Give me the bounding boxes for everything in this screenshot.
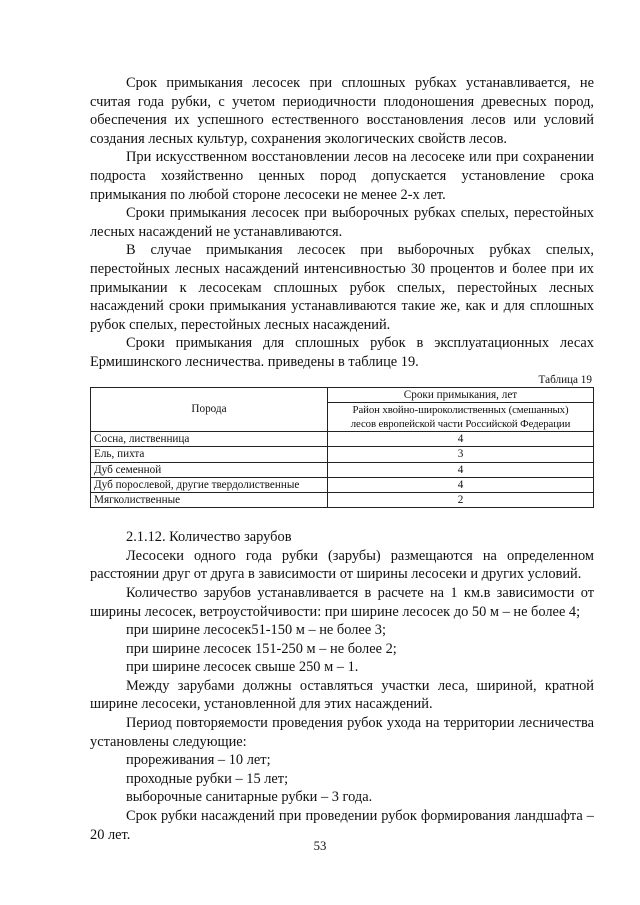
list-item: при ширине лесосек51-150 м – не более 3; [126, 622, 386, 639]
table-cell-species: Дуб семенной [91, 462, 328, 477]
paragraph: Лесосеки одного года рубки (зарубы) размещаются на определенном расстоянии друг от друга в зависимости от ширины лесосеки и других условий. [90, 547, 594, 583]
table-cell-species: Сосна, лиственница [91, 432, 328, 447]
list-item: при ширине лесосек 151-250 м – не более 2; [126, 640, 397, 657]
list-item: при ширине лесосек свыше 250 м – 1. [126, 659, 359, 676]
table-subheader-line: лесов европейской части Российской Федерации [350, 417, 571, 430]
table-cell-value: 4 [328, 477, 594, 492]
table-subheader-line: Район хвойно-широколиственных (смешанных) [352, 403, 569, 416]
table-row [91, 462, 594, 477]
paragraph: Сроки примыкания лесосек при выборочных рубках спелых, перестойных лесных насаждений не устанавливаются. [90, 205, 594, 240]
table-caption: Таблица 19 [538, 373, 592, 386]
paragraph: Сроки примыкания для сплошных рубок в эксплуатационных лесах Ермишинского лесничества. приведены в таблице 19. [90, 335, 594, 370]
paragraph: При искусственном восстановлении лесов на лесосеке или при сохранении подроста хозяйственно ценных пород допускается установление срока примыкания по любой стороне лесосеки не менее 2-х лет. [90, 149, 594, 203]
paragraph: Количество зарубов устанавливается в расчете на 1 км.в зависимости от ширины лесосек, ветроустойчивости: при ширине лесосек до 50 м – не более 4; [90, 584, 594, 620]
list-item: проходные рубки – 15 лет; [126, 770, 289, 787]
table-cell-species: Мягколиственные [91, 492, 328, 507]
table-subheader-region [328, 402, 594, 431]
table-cell-value: 2 [328, 492, 594, 507]
table-row [91, 447, 594, 462]
table-row [91, 432, 594, 447]
paragraph: Срок примыкания лесосек при сплошных рубках устанавливается, не считая года рубки, с учетом периодичности плодоношения древесных пород, обеспечения их успешного естественного восстановления лесов или условий создания лесных культур, сохранения экологических свойств лесов. [90, 75, 594, 147]
table-cell-value: 3 [328, 447, 594, 462]
table-cell-species: Ель, пихта [91, 447, 328, 462]
table-cell-species: Дуб порослевой, другие твердолиственные [91, 477, 328, 492]
table-row [91, 477, 594, 492]
table-header-species: Порода [91, 387, 328, 432]
table-cell-value: 4 [328, 462, 594, 477]
section-heading: 2.1.12. Количество зарубов [126, 529, 292, 546]
table-cell-value: 4 [328, 432, 594, 447]
list-item: выборочные санитарные рубки – 3 года. [126, 789, 373, 806]
paragraph: В случае примыкания лесосек при выборочных рубках спелых, перестойных лесных насаждений интенсивностью 30 процентов и более при их примыкании к лесосекам сплошных рубок спелых, перестойных лесных насаждений сроки примыкания устанавливаются такие же, как и для сплошных рубок спелых, перестойных лесных насаждений. [90, 242, 594, 333]
list-item: прореживания – 10 лет; [126, 752, 271, 769]
table-header-period: Сроки примыкания, лет [328, 387, 594, 402]
adjacency-table [90, 387, 594, 509]
table-row [91, 492, 594, 507]
paragraph: Между зарубами должны оставляться участки леса, шириной, кратной ширине лесосеки, установленной для этих насаждений. [90, 677, 594, 713]
paragraph: Период повторяемости проведения рубок ухода на территории лесничества установлены следующие: [90, 715, 594, 750]
document-page [90, 74, 594, 844]
paragraph: Срок рубки насаждений при проведении рубок формирования ландшафта – 20 лет. [90, 808, 594, 843]
page-number: 53 [313, 839, 327, 853]
